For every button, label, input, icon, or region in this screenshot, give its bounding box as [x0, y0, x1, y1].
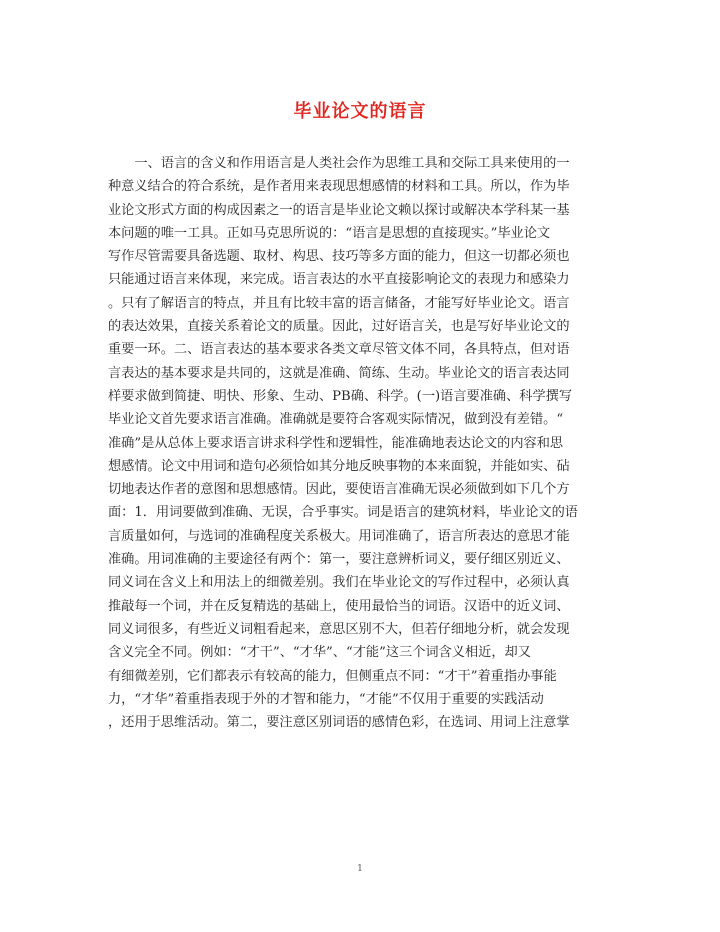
body-line: 有细微差别，它们都表示有较高的能力，但侧重点不同：“才干”着重指办事能 — [108, 668, 557, 684]
body-line: 想感情。论文中用词和造句必须恰如其分地反映事物的本来面貌，并能如实、砧 — [108, 458, 570, 474]
body-line: 写作尽管需要具备选题、取材、构思、技巧等多方面的能力，但这一切都必须也 — [108, 249, 570, 265]
body-line: 业论文形式方面的构成因素之一的语言是毕业论文赖以探讨或解决本学科某一基 — [108, 202, 570, 218]
body-line: 毕业论文首先要求语言准确。准确就是要符合客观实际情况，做到没有差错。“ — [108, 412, 564, 428]
body-line: 力，“才华”着重指表现于外的才智和能力，“才能”不仅用于重要的实践活动 — [108, 691, 544, 707]
body-line: 推敲每一个词，并在反复精选的基础上，使用最恰当的词语。汉语中的近义词、 — [108, 598, 570, 614]
body-line: 本问题的唯一工具。正如马克思所说的：“语言是思想的直接现实。”毕业论文 — [108, 225, 551, 241]
body-line: 切地表达作者的意图和思想感情。因此，要使语言准确无误必须做到如下几个方 — [108, 482, 570, 498]
document-body — [108, 152, 614, 734]
body-line: 样要求做到简捷、明快、形象、生动、PB确、科学。(一)语言要准确、科学撰写 — [108, 388, 573, 404]
body-line: 。只有了解语言的特点，并且有比较丰富的语言储备，才能写好毕业论文。语言 — [108, 295, 570, 311]
body-line: 重要一环。二、语言表达的基本要求各类文章尽管文体不同，各具特点，但对语 — [108, 342, 570, 358]
body-line: 准确”是从总体上要求语言讲求科学性和逻辑性，能准确地表达论文的内容和思 — [108, 435, 564, 451]
body-line: 准确。用词准确的主要途径有两个：第一，要注意辨析词义，要仔细区别近义、 — [108, 552, 570, 568]
body-line: 的表达效果，直接关系着论文的质量。因此，过好语言关，也是写好毕业论文的 — [108, 319, 570, 335]
body-line: 言表达的基本要求是共同的，这就是准确、简练、生动。毕业论文的语言表达同 — [108, 365, 570, 381]
body-line: 同义词在含义上和用法上的细微差别。我们在毕业论文的写作过程中，必须认真 — [108, 575, 570, 591]
page-number: 1 — [357, 864, 363, 874]
body-line: ，还用于思维活动。第二，要注意区别词语的感情色彩，在选词、用词上注意掌 — [108, 715, 570, 731]
body-line: 面：1．用词要做到准确、无误，合乎事实。词是语言的建筑材料，毕业论文的语 — [108, 505, 578, 521]
body-line: 只能通过语言来体现，来完成。语言表达的水平直接影响论文的表现力和感染力 — [108, 272, 570, 288]
body-line: 含义完全不同。例如：“才干”、“才华”、“才能”这三个词含义相近，却又 — [108, 645, 531, 661]
body-line: 种意义结合的符合系统，是作者用来表现思想感情的材料和工具。所以，作为毕 — [108, 179, 570, 195]
body-line: 同义词很多，有些近义词粗看起来，意思区别不大，但若仔细地分析，就会发现 — [108, 621, 570, 637]
body-line: 一、语言的含义和作用语言是人类社会作为思维工具和交际工具来使用的一 — [108, 156, 570, 171]
document-title: 毕业论文的语言 — [293, 101, 427, 122]
body-line: 言质量如何，与选词的准确程度关系极大。用词准确了，语言所表达的意思才能 — [108, 528, 570, 544]
